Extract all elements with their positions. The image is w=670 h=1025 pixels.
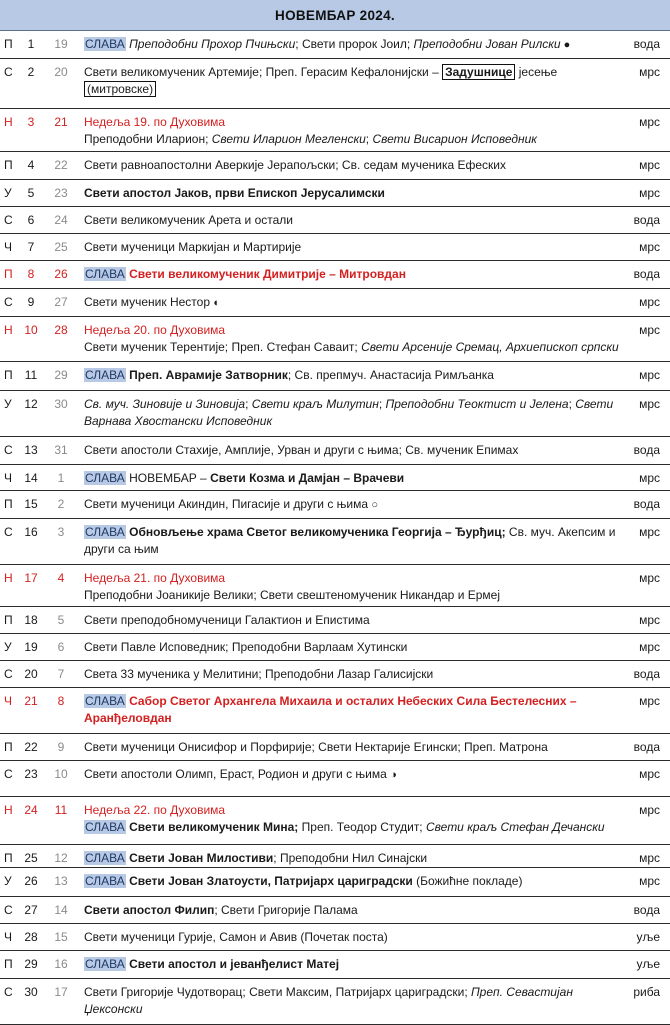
calendar-row — [0, 607, 670, 634]
saint-description — [84, 64, 614, 98]
day-number: 9 — [27, 295, 35, 309]
fasting-rule: мрс — [639, 571, 660, 585]
description-line — [84, 157, 614, 174]
day-number: 7 — [27, 240, 35, 254]
calendar-row — [0, 261, 670, 289]
text-segment: ; — [245, 397, 252, 411]
slava-badge: СЛАВА — [85, 267, 125, 281]
julian-day-number: 5 — [57, 613, 65, 627]
slava-badge: СЛАВА — [85, 694, 125, 708]
description-line — [84, 212, 614, 229]
fasting-rule: мрс — [639, 471, 660, 485]
day-number: 12 — [24, 397, 38, 411]
weekday-letter: С — [4, 295, 13, 309]
saint-description — [84, 612, 614, 629]
calendar-row — [0, 519, 670, 565]
julian-day-number: 2 — [57, 497, 65, 511]
description-line — [84, 64, 614, 81]
julian-day-number: 4 — [57, 571, 65, 585]
julian-day-number: 26 — [54, 267, 68, 281]
fasting-rule: мрс — [639, 240, 660, 254]
weekday-letter: С — [4, 767, 13, 781]
julian-day-number: 8 — [57, 694, 65, 708]
text-segment: Св. муч. Акепсим и — [505, 525, 616, 539]
description-line — [84, 956, 614, 973]
weekday-letter: С — [4, 213, 13, 227]
calendar-row — [0, 152, 670, 180]
description-line — [84, 873, 614, 890]
slava-badge: СЛАВА — [85, 851, 125, 865]
text-segment: Свети Јован Златоусти, Патријарх цариградски — [129, 874, 413, 888]
fasting-rule: мрс — [639, 803, 660, 817]
julian-day-number: 6 — [57, 640, 65, 654]
saint-description — [84, 367, 614, 384]
fasting-rule: мрс — [639, 65, 660, 79]
calendar-row — [0, 491, 670, 519]
description-line — [84, 739, 614, 756]
fasting-rule: мрс — [639, 613, 660, 627]
day-number: 8 — [27, 267, 35, 281]
fasting-rule: мрс — [639, 186, 660, 200]
weekday-letter: У — [4, 397, 12, 411]
text-segment: (Божићне покладе) — [412, 874, 523, 888]
day-number: 10 — [24, 323, 38, 337]
calendar-row — [0, 31, 670, 59]
slava-badge: СЛАВА — [85, 820, 125, 834]
day-number: 1 — [27, 37, 35, 51]
saint-description — [84, 739, 614, 756]
text-segment: Света 33 мученика у Мелитини; Преподобни Лазар Галисијски — [84, 667, 434, 681]
text-segment: Недеља 20. по Духовима — [84, 323, 226, 337]
slava-badge: СЛАВА — [85, 471, 125, 485]
day-number: 16 — [24, 525, 38, 539]
calendar-row — [0, 634, 670, 661]
description-line — [84, 902, 614, 919]
day-number: 6 — [27, 213, 35, 227]
description-line — [84, 766, 614, 784]
text-segment: Преп. Аврамије Затворник — [129, 368, 288, 382]
calendar-row — [0, 109, 670, 152]
calendar-row — [0, 180, 670, 207]
fasting-rule: мрс — [639, 767, 660, 781]
text-segment: Свети Иларион Мегленски — [211, 132, 366, 146]
weekday-letter: П — [4, 368, 13, 382]
fasting-rule: мрс — [639, 115, 660, 129]
text-segment: Св. муч. Зиновије и Зиновија — [84, 397, 246, 411]
description-line — [84, 413, 614, 430]
moon-phase-icon: ◐ — [213, 297, 220, 309]
calendar-row — [0, 868, 670, 897]
description-line — [84, 850, 614, 867]
saint-description — [84, 984, 614, 1018]
text-segment: Преподобни Прохор Пчињски — [129, 37, 296, 51]
boxed-label: (митровске) — [84, 81, 156, 97]
text-segment: Свети Козма и Дамјан – Врачеви — [210, 471, 405, 485]
text-segment: Недеља 21. по Духовима — [84, 571, 226, 585]
text-segment: ; Преподобни Нил Синајски — [273, 851, 428, 865]
slava-badge: СЛАВА — [85, 957, 125, 971]
saint-description — [84, 666, 614, 683]
calendar-row — [0, 797, 670, 845]
day-number: 20 — [24, 667, 38, 681]
text-segment: Свети мученици Маркијан и Мартирије — [84, 240, 302, 254]
weekday-letter: Ч — [4, 240, 12, 254]
fasting-rule: вода — [633, 903, 660, 917]
fasting-rule: мрс — [639, 640, 660, 654]
day-number: 13 — [24, 443, 38, 457]
description-line — [84, 819, 614, 836]
weekday-letter: С — [4, 985, 13, 999]
text-segment: Преподобни Теоктист и Јелена — [385, 397, 569, 411]
saint-description — [84, 766, 614, 784]
text-segment: ; Св. препмуч. Анастасија Римљанка — [287, 368, 494, 382]
julian-day-number: 11 — [54, 803, 68, 817]
description-line — [84, 367, 614, 384]
weekday-letter: П — [4, 851, 13, 865]
text-segment: Свети Јован Милостиви — [129, 851, 274, 865]
saint-description — [84, 396, 614, 430]
day-number: 11 — [24, 368, 38, 382]
text-segment: Свети апостоли Стахије, Амплије, Урван и други с њима; Св. мученик Епимах — [84, 443, 519, 457]
weekday-letter: П — [4, 613, 13, 627]
text-segment: Свети Висарион Исповедник — [372, 132, 537, 146]
julian-day-number: 25 — [54, 240, 68, 254]
weekday-letter: П — [4, 37, 13, 51]
moon-phase-icon: ● — [560, 39, 571, 51]
day-number: 26 — [24, 874, 38, 888]
saint-description — [84, 873, 614, 890]
day-number: 25 — [24, 851, 38, 865]
text-segment: ; — [365, 132, 373, 146]
text-segment: Сабор Светог Архангела Михаила и осталих Небеских Сила Бестелесних – — [129, 694, 577, 708]
weekday-letter: П — [4, 267, 13, 281]
julian-day-number: 1 — [57, 471, 65, 485]
description-line — [84, 693, 614, 710]
text-segment: Свети мученици Гурије, Самон и Авив (Почетак поста) — [84, 930, 388, 944]
text-segment: Обновљење храма Светог великомученика Георгија – Ђурђиц; — [129, 525, 506, 539]
description-line — [84, 984, 614, 1001]
saint-description — [84, 36, 614, 54]
text-segment: Свети преподобномученици Галактион и Епистима — [84, 613, 370, 627]
text-segment: Свети апостол Филип — [84, 903, 215, 917]
saint-description — [84, 956, 614, 973]
julian-day-number: 22 — [54, 158, 68, 172]
text-segment: Свети великомученик Артемије; Преп. Герасим Кефалонијски – — [84, 65, 443, 79]
weekday-letter: С — [4, 525, 13, 539]
moon-phase-icon: ◑ — [390, 769, 397, 781]
day-number: 27 — [24, 903, 38, 917]
description-line — [84, 524, 614, 541]
julian-day-number: 20 — [54, 65, 68, 79]
calendar-row — [0, 688, 670, 734]
calendar-row — [0, 661, 670, 688]
saint-description — [84, 524, 614, 558]
description-line — [84, 266, 614, 283]
saint-description — [84, 185, 614, 202]
fasting-rule: риба — [633, 985, 660, 999]
text-segment: Преподобни Иларион; — [84, 132, 212, 146]
text-segment: Преп. Севастијан — [470, 985, 573, 999]
fasting-rule: мрс — [639, 368, 660, 382]
fasting-rule: вода — [633, 667, 660, 681]
fasting-rule: вода — [633, 267, 660, 281]
saint-description — [84, 266, 614, 283]
text-segment: Свети великомученик Мина; — [129, 820, 299, 834]
description-line — [84, 396, 614, 413]
saint-description — [84, 239, 614, 256]
julian-day-number: 27 — [54, 295, 68, 309]
text-segment: Свети Григорије Чудотворац; Свети Максим, Патријарх цариградски; — [84, 985, 471, 999]
calendar-row — [0, 465, 670, 491]
slava-badge: СЛАВА — [85, 874, 125, 888]
text-segment: Аранђеловдан — [84, 711, 172, 725]
description-line — [84, 541, 614, 558]
calendar-row — [0, 362, 670, 391]
weekday-letter: Ч — [4, 930, 12, 944]
fasting-rule: мрс — [639, 397, 660, 411]
description-line — [84, 322, 614, 339]
text-segment: други са њим — [84, 542, 159, 556]
calendar-row — [0, 761, 670, 797]
saint-description — [84, 212, 614, 229]
text-segment: Преподобни Јован Рилски — [413, 37, 561, 51]
text-segment: Свети — [575, 397, 614, 411]
text-segment: Варнава Хвостански Исповедник — [84, 414, 273, 428]
description-line — [84, 496, 614, 514]
text-segment: Недеља 19. по Духовима — [84, 115, 226, 129]
description-line — [84, 929, 614, 946]
calendar-row — [0, 391, 670, 437]
text-segment: Свети Арсеније Сремац, Архиепископ српски — [361, 340, 619, 354]
text-segment: Свети апостол и јеванђелист Матеј — [129, 957, 340, 971]
calendar-row — [0, 845, 670, 868]
julian-day-number: 30 — [54, 397, 68, 411]
julian-day-number: 29 — [54, 368, 68, 382]
text-segment: јесење — [515, 65, 558, 79]
calendar-row — [0, 979, 670, 1025]
description-line — [84, 114, 614, 131]
saint-description — [84, 802, 614, 836]
calendar-row — [0, 734, 670, 761]
fasting-rule: уље — [636, 957, 660, 971]
fasting-rule: вода — [633, 443, 660, 457]
day-number: 4 — [27, 158, 35, 172]
calendar-row — [0, 951, 670, 979]
day-number: 2 — [27, 65, 35, 79]
day-number: 24 — [24, 803, 38, 817]
fasting-rule: мрс — [639, 525, 660, 539]
julian-day-number: 28 — [54, 323, 68, 337]
text-segment: ; — [378, 397, 386, 411]
calendar-row — [0, 437, 670, 465]
description-line — [84, 666, 614, 683]
fasting-rule: вода — [633, 740, 660, 754]
calendar-row — [0, 897, 670, 924]
weekday-letter: С — [4, 443, 13, 457]
text-segment: Свети мученици Онисифор и Порфирије; Свети Нектарије Егински; Преп. Матрона — [84, 740, 548, 754]
text-segment: Свети мученик Терентије; Преп. Стефан Саваит; — [84, 340, 362, 354]
description-line — [84, 587, 614, 604]
text-segment: ; — [568, 397, 576, 411]
fasting-rule: вода — [633, 37, 660, 51]
day-number: 22 — [24, 740, 38, 754]
description-line — [84, 612, 614, 629]
weekday-letter: Ч — [4, 471, 12, 485]
fasting-rule: мрс — [639, 694, 660, 708]
text-segment: Преподобни Јоаникије Велики; Свети свештеномученик Никандар и Ермеј — [84, 588, 500, 602]
text-segment: Свети мученик Нестор — [84, 295, 214, 309]
julian-day-number: 7 — [57, 667, 65, 681]
day-number: 15 — [24, 497, 38, 511]
slava-badge: СЛАВА — [85, 37, 125, 51]
day-number: 19 — [24, 640, 38, 654]
julian-day-number: 17 — [54, 985, 68, 999]
weekday-letter: П — [4, 497, 13, 511]
day-number: 14 — [24, 471, 38, 485]
weekday-letter: П — [4, 158, 13, 172]
text-segment: Свети краљ Милутин — [251, 397, 379, 411]
saint-description — [84, 322, 619, 356]
day-number: 3 — [27, 115, 35, 129]
description-line — [84, 294, 614, 312]
text-segment: Свети Павле Исповедник; Преподобни Варлаам Хутински — [84, 640, 408, 654]
julian-day-number: 13 — [54, 874, 68, 888]
boxed-label: Задушнице — [442, 64, 515, 80]
weekday-letter: У — [4, 874, 12, 888]
text-segment: Свети краљ Стефан Дечански — [425, 820, 605, 834]
weekday-letter: Н — [4, 571, 13, 585]
text-segment: Свети великомученик Димитрије – Митровдан — [129, 267, 406, 281]
julian-day-number: 10 — [54, 767, 68, 781]
month-header — [0, 0, 670, 31]
day-number: 5 — [27, 186, 35, 200]
julian-day-number: 9 — [57, 740, 65, 754]
saint-description — [84, 639, 614, 656]
fasting-rule: вода — [633, 213, 660, 227]
weekday-letter: Н — [4, 323, 13, 337]
day-number: 29 — [24, 957, 38, 971]
saint-description — [84, 496, 614, 514]
fasting-rule: мрс — [639, 295, 660, 309]
description-line — [84, 802, 614, 819]
julian-day-number: 19 — [54, 37, 68, 51]
fasting-rule: мрс — [639, 851, 660, 865]
julian-day-number: 3 — [57, 525, 65, 539]
text-segment: Свети апостол Јаков, први Епископ Јерусалимски — [84, 186, 385, 200]
calendar-row — [0, 317, 670, 362]
weekday-letter: У — [4, 186, 12, 200]
text-segment: Недеља 22. по Духовима — [84, 803, 226, 817]
text-segment: Преп. Теодор Студит; — [298, 820, 426, 834]
text-segment: НОВЕМБАР – — [125, 471, 211, 485]
saint-description — [84, 157, 614, 174]
fasting-rule: мрс — [639, 323, 660, 337]
description-line — [84, 470, 614, 487]
day-number: 30 — [24, 985, 38, 999]
day-number: 18 — [24, 613, 38, 627]
saint-description — [84, 693, 614, 727]
text-segment: ; Свети Григорије Палама — [214, 903, 358, 917]
julian-day-number: 31 — [54, 443, 68, 457]
slava-badge: СЛАВА — [85, 525, 125, 539]
weekday-letter: Н — [4, 803, 13, 817]
description-line — [84, 442, 614, 459]
weekday-letter: С — [4, 65, 13, 79]
description-line — [84, 639, 614, 656]
julian-day-number: 15 — [54, 930, 68, 944]
text-segment: ; Свети пророк Јоил; — [295, 37, 414, 51]
weekday-letter: П — [4, 740, 13, 754]
text-segment: Свети мученици Акиндин, Пигасије и други с њима — [84, 497, 372, 511]
description-line — [84, 131, 614, 148]
description-line — [84, 710, 614, 727]
saint-description — [84, 114, 614, 148]
text-segment: Свети равноапостолни Аверкије Јерапољски; Св. седам мученика Ефеских — [84, 158, 506, 172]
description-line — [84, 1001, 614, 1018]
weekday-letter: У — [4, 640, 12, 654]
saint-description — [84, 929, 614, 946]
description-line — [84, 339, 619, 356]
text-segment: Свети великомученик Арета и остали — [84, 213, 293, 227]
day-number: 28 — [24, 930, 38, 944]
saint-description — [84, 442, 614, 459]
fasting-rule: мрс — [639, 874, 660, 888]
saint-description — [84, 902, 614, 919]
description-line — [84, 239, 614, 256]
text-segment: Џексонски — [84, 1002, 143, 1016]
text-segment: Свети апостоли Олимп, Ераст, Родион и други с њима — [84, 767, 391, 781]
fasting-rule: вода — [633, 497, 660, 511]
description-line — [84, 81, 614, 98]
slava-badge: СЛАВА — [85, 368, 125, 382]
saint-description — [84, 470, 614, 487]
day-number: 23 — [24, 767, 38, 781]
saint-description — [84, 850, 614, 867]
description-line — [84, 570, 614, 587]
calendar-row — [0, 289, 670, 317]
julian-day-number: 24 — [54, 213, 68, 227]
calendar-row — [0, 924, 670, 951]
weekday-letter: С — [4, 903, 13, 917]
saint-description — [84, 570, 614, 604]
julian-day-number: 14 — [54, 903, 68, 917]
moon-phase-icon: ○ — [371, 499, 379, 511]
day-number: 17 — [24, 571, 38, 585]
julian-day-number: 16 — [54, 957, 68, 971]
fasting-rule: мрс — [639, 158, 660, 172]
weekday-letter: П — [4, 957, 13, 971]
weekday-letter: Н — [4, 115, 13, 129]
fasting-rule: уље — [636, 930, 660, 944]
month-title: НОВЕМБАР 2024. — [275, 7, 395, 23]
day-number: 21 — [24, 694, 38, 708]
weekday-letter: С — [4, 667, 13, 681]
julian-day-number: 21 — [54, 115, 68, 129]
description-line — [84, 36, 614, 54]
saint-description — [84, 294, 614, 312]
weekday-letter: Ч — [4, 694, 12, 708]
calendar-row — [0, 207, 670, 234]
calendar-row — [0, 234, 670, 261]
calendar-row — [0, 59, 670, 109]
description-line — [84, 185, 614, 202]
calendar-row — [0, 565, 670, 607]
julian-day-number: 12 — [54, 851, 68, 865]
julian-day-number: 23 — [54, 186, 68, 200]
